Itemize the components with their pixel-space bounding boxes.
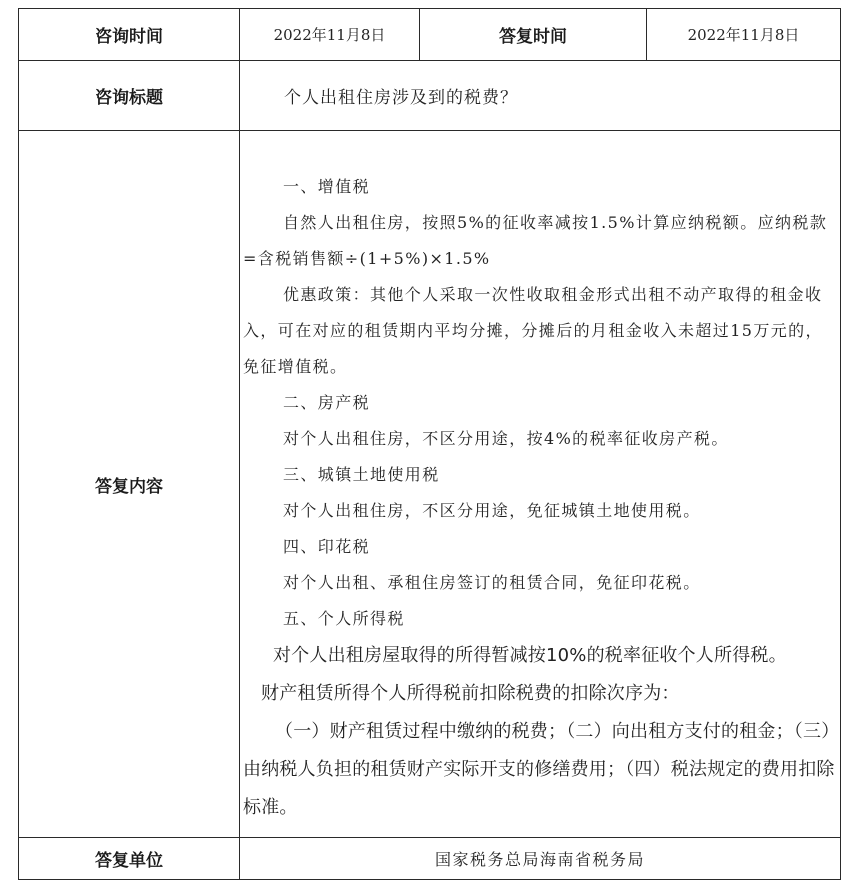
consult-time-value: 2022年11月8日 <box>240 9 420 61</box>
consult-title-value: 个人出租住房涉及到的税费？ <box>240 61 841 131</box>
reply-time-value: 2022年11月8日 <box>647 9 841 61</box>
property-tax-rule: 对个人出租住房，不区分用途，按4%的税率征收房产税。 <box>283 429 729 448</box>
consult-time-label: 咨询时间 <box>19 9 240 61</box>
land-use-tax-heading: 三、城镇土地使用税 <box>283 465 440 484</box>
reply-content-body <box>240 131 841 838</box>
unit-row <box>19 838 841 880</box>
stamp-tax-heading: 四、印花税 <box>283 537 371 556</box>
income-tax-rule: 对个人出租房屋取得的所得暂减按10%的税率征收个人所得税。 <box>273 645 787 666</box>
deduction-order-list: （一）财产租赁过程中缴纳的税费；（二）向出租方支付的租金；（三）由纳税人负担的租赁财产实际开支的修缮费用；（四）税法规定的费用扣除标准。 <box>243 721 835 818</box>
consultation-form-table <box>18 8 841 880</box>
title-row <box>19 61 841 131</box>
vat-preference: 优惠政策：其他个人采取一次性收取租金形式出租不动产取得的租金收入，可在对应的租赁期内平均分摊，分摊后的月租金收入未超过15万元的，免征增值税。 <box>243 285 823 376</box>
income-tax-heading: 五、个人所得税 <box>283 609 405 628</box>
consult-title-label: 咨询标题 <box>19 61 240 131</box>
vat-rule: 自然人出租住房，按照5%的征收率减按1.5%计算应纳税额。应纳税款=含税销售额÷(1+5%)×1.5% <box>243 213 828 268</box>
property-tax-heading: 二、房产税 <box>283 393 371 412</box>
deduction-order-intro: 财产租赁所得个人所得税前扣除税费的扣除次序为： <box>261 683 680 704</box>
reply-unit-value: 国家税务总局海南省税务局 <box>240 838 841 880</box>
reply-unit-label: 答复单位 <box>19 838 240 880</box>
vat-heading: 一、增值税 <box>283 177 371 196</box>
time-row <box>19 9 841 61</box>
land-use-tax-rule: 对个人出租住房，不区分用途，免征城镇土地使用税。 <box>283 501 701 520</box>
reply-time-label: 答复时间 <box>420 9 647 61</box>
reply-content-label: 答复内容 <box>19 131 240 838</box>
stamp-tax-rule: 对个人出租、承租住房签订的租赁合同，免征印花税。 <box>283 573 701 592</box>
content-row <box>19 131 841 838</box>
